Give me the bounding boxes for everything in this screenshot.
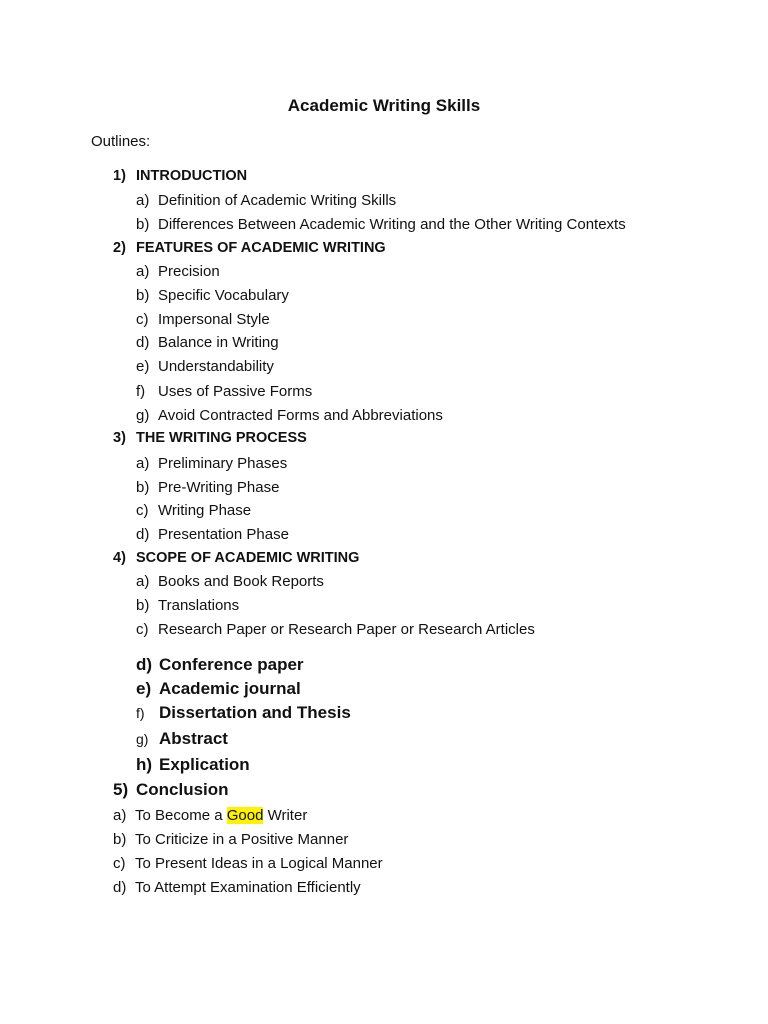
item-marker: d): [113, 879, 127, 896]
list-item-bold: [136, 655, 304, 675]
item-marker: c): [136, 311, 149, 328]
list-item: [113, 879, 361, 896]
item-text: Explication: [159, 755, 250, 774]
item-text: Definition of Academic Writing Skills: [158, 192, 397, 209]
item-marker: h): [136, 755, 153, 774]
list-item: [136, 334, 279, 351]
section-title: SCOPE OF ACADEMIC WRITING: [136, 550, 360, 566]
list-item-bold: [136, 679, 301, 699]
item-text: To Criticize in a Positive Manner: [135, 831, 349, 848]
item-marker: b): [136, 479, 150, 496]
section-title: THE WRITING PROCESS: [136, 430, 307, 446]
item-text: Avoid Contracted Forms and Abbreviations: [158, 407, 443, 424]
item-marker: a): [136, 455, 150, 472]
list-item: [136, 526, 289, 543]
item-marker: b): [113, 831, 127, 848]
item-marker: a): [136, 192, 150, 209]
item-marker: c): [136, 502, 149, 519]
item-text: Translations: [158, 597, 240, 614]
item-text: Abstract: [159, 729, 228, 748]
item-text: Impersonal Style: [158, 311, 270, 328]
list-item: [136, 383, 312, 400]
list-item: [136, 192, 396, 209]
item-text: Academic journal: [159, 679, 301, 698]
item-text: Pre-Writing Phase: [158, 479, 280, 496]
list-item: [136, 573, 324, 590]
item-marker: f): [136, 383, 146, 400]
item-text: Dissertation and Thesis: [159, 703, 351, 722]
item-text: Balance in Writing: [158, 334, 279, 351]
list-item: [136, 621, 535, 638]
item-marker: g): [136, 731, 149, 747]
item-text: Writing Phase: [158, 502, 252, 519]
section-marker: 3): [113, 430, 126, 446]
list-item: [136, 597, 239, 614]
section-heading: [113, 240, 386, 256]
list-item: [113, 831, 348, 848]
section-marker: 5): [113, 780, 129, 799]
item-text-after: Writer: [263, 807, 308, 824]
list-item: [136, 311, 270, 328]
section-title: INTRODUCTION: [136, 168, 248, 184]
list-item: [136, 479, 279, 496]
section-marker: 1): [113, 168, 126, 184]
list-item: [113, 855, 383, 872]
list-item: [136, 358, 274, 375]
item-text-before: To Become a: [135, 807, 227, 824]
list-item: [136, 407, 443, 424]
item-marker: a): [136, 573, 150, 590]
item-text: Presentation Phase: [158, 526, 289, 543]
list-item-bold: [136, 703, 351, 723]
item-marker: d): [136, 526, 150, 543]
item-marker: b): [136, 287, 150, 304]
item-text: Uses of Passive Forms: [158, 383, 313, 400]
section-marker: 2): [113, 240, 126, 256]
conclusion-heading: [113, 780, 229, 800]
section-title: Conclusion: [136, 780, 229, 799]
item-marker: a): [136, 263, 150, 280]
item-marker: f): [136, 705, 145, 721]
item-text: Books and Book Reports: [158, 573, 324, 590]
item-marker: d): [136, 655, 153, 674]
list-item: [136, 502, 251, 519]
list-item: [136, 216, 626, 233]
section-heading: [113, 430, 307, 446]
list-item: [136, 287, 289, 304]
section-title: FEATURES OF ACADEMIC WRITING: [136, 240, 386, 256]
outlines-label: Outlines:: [91, 133, 151, 150]
item-text: Research Paper or Research Paper or Research Articles: [158, 621, 535, 638]
list-item-bold: [136, 729, 228, 749]
item-text: Preliminary Phases: [158, 455, 288, 472]
item-marker: g): [136, 407, 150, 424]
section-heading: [113, 550, 359, 566]
highlighted-word: Good: [226, 807, 264, 824]
item-marker: a): [113, 807, 127, 824]
item-marker: d): [136, 334, 150, 351]
section-heading: [113, 168, 247, 184]
item-marker: c): [136, 621, 149, 638]
item-marker: b): [136, 216, 150, 233]
item-marker: e): [136, 679, 152, 698]
item-text: To Present Ideas in a Logical Manner: [135, 855, 383, 872]
item-text: Conference paper: [159, 655, 304, 674]
item-text: Precision: [158, 263, 220, 280]
list-item: [136, 263, 220, 280]
item-marker: b): [136, 597, 150, 614]
item-text: Understandability: [158, 358, 274, 375]
section-marker: 4): [113, 550, 126, 566]
list-item: [113, 807, 307, 824]
document-title: Academic Writing Skills: [287, 96, 481, 115]
list-item: [136, 455, 287, 472]
item-marker: c): [113, 855, 126, 872]
list-item-bold: [136, 755, 250, 775]
item-marker: e): [136, 358, 150, 375]
item-text: Specific Vocabulary: [158, 287, 289, 304]
item-text: Differences Between Academic Writing and the Other Writing Contexts: [158, 216, 626, 233]
item-text: To Attempt Examination Efficiently: [135, 879, 361, 896]
